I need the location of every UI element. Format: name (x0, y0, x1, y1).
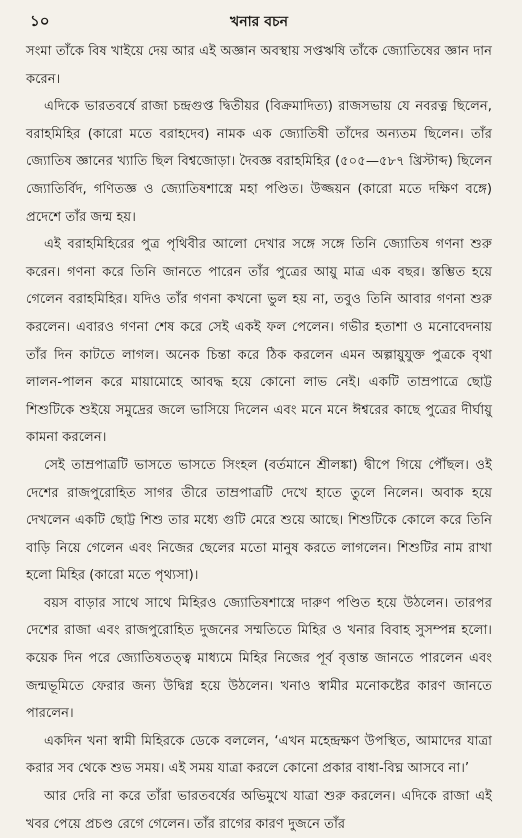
paragraph-1: সংমা তাঁকে বিষ খাইয়ে দেয় আর এই অজ্ঞান অবস্থায় সপ্তঋষি তাঁকে জ্যোতিষের জ্ঞান দান করেন। (26, 44, 492, 87)
paragraph-2: এদিকে ভারতবর্ষে রাজা চন্দ্রগুপ্ত দ্বিতীয়র (বিক্রমাদিত্য) রাজসভায় যে নবরত্ন ছিলেন, বরাহমিহির (কারো মতে বরাহদেব) নামক এক জ্যোতিষী তাঁদের অন্যতম ছিলেন। তাঁর জ্যোতিষ জ্ঞানের খ্যাতি ছিল বিশ্বজোড়া। দৈবজ্ঞ বরাহমিহির (৫০৫—৫৮৭ খ্রিস্টাব্দ) ছিলেন জ্যোতির্বিদ, গণিতজ্ঞ ও জ্যোতিষশাস্ত্রে মহা পণ্ডিত। উজ্জয়ন (কারো মতে দক্ষিণ বঙ্গে) প্রদেশে তাঁর জন্ম হয়। (26, 99, 492, 225)
page-number: ১০ (30, 12, 50, 30)
body-text (26, 38, 492, 838)
paragraph-6: একদিন খনা স্বামী মিহিরকে ডেকে বললেন, ‘এখন মহেন্দ্রক্ষণ উপস্থিত, আমাদের যাত্রা করার সব থেকে শুভ সময়। এই সময় যাত্রা করলে কোনো প্রকার বাধা-বিঘ্ন আসবে না।’ (26, 733, 492, 777)
paragraph-5: বয়স বাড়ার সাথে সাথে মিহিরও জ্যোতিষশাস্ত্রে দারুণ পণ্ডিত হয়ে উঠলেন। তারপর দেশের রাজা এবং রাজপুরোহিত দুজনের সম্মতিতে মিহির ও খনার বিবাহ সুসম্পন্ন হলো। কয়েক দিন পরে জ্যোতিষতত্ত্ব মাধ্যমে মিহির নিজের পূর্ব বৃত্তান্ত জানতে পারলেন এবং জন্মভূমিতে ফেরার জন্য উদ্বিগ্ন হয়ে উঠলেন। খনাও স্বামীর মনোকষ্টের কারণ জানতে পারলেন। (26, 595, 492, 722)
page-header (26, 8, 492, 32)
paragraph-4: সেই তাম্রপাত্রটি ভাসতে ভাসতে সিংহল (বর্তমানে শ্রীলঙ্কা) দ্বীপে গিয়ে পৌঁছল। ওই দেশের রাজপুরোহিত সাগর তীরে তাম্রপাত্রটি দেখে হাতে তুলে নিলেন। অবাক হয়ে দেখলেন একটি ছোট্ট শিশু তার মধ্যে গুটি মেরে শুয়ে আছে। শিশুটিকে কোলে করে তিনি বাড়ি নিয়ে গেলেন এবং নিজের ছেলের মতো মানুষ করতে লাগলেন। শিশুটির নাম রাখা হলো মিহির (কারো মতে পৃথ্যসা)। (26, 457, 492, 584)
paragraph-7: আর দেরি না করে তাঁরা ভারতবর্ষের অভিমুখে যাত্রা শুরু করলেন। এদিকে রাজা এই খবর পেয়ে প্রচণ্ড রেগে গেলেন। তাঁর রাগের কারণ দুজনে তাঁর (26, 789, 492, 832)
running-title: খনার বচন (230, 14, 288, 30)
paragraph-3: এই বরাহমিহিরের পুত্র পৃথিবীর আলো দেখার সঙ্গে সঙ্গে তিনি জ্যোতিষ গণনা শুরু করেন। গণনা করে তিনি জানতে পারেন তাঁর পুত্রের আয়ু মাত্র এক বছর। স্তম্ভিত হয়ে গেলেন বরাহমিহির। যদিও তাঁর গণনা কখনো ভুল হয় না, তবুও তিনি আবার গণনা শুরু করলেন। এবারও গণনা শেষ করে সেই একই ফল পেলেন। গভীর হতাশা ও মনোবেদনায় তাঁর দিন কাটতে লাগল। অনেক চিন্তা করে ঠিক করলেন এমন অল্পায়ুযুক্ত পুত্রকে বৃথা লালন-পালন করে মায়ামোহে আবদ্ধ হয়ে কোনো লাভ নেই। একটি তাম্রপাত্রে ছোট্ট শিশুটিকে শুইয়ে সমুদ্রের জলে ভাসিয়ে দিলেন এবং মনে মনে ঈশ্বরের কাছে পুত্রের দীর্ঘায়ু কামনা করলেন। (26, 237, 492, 446)
